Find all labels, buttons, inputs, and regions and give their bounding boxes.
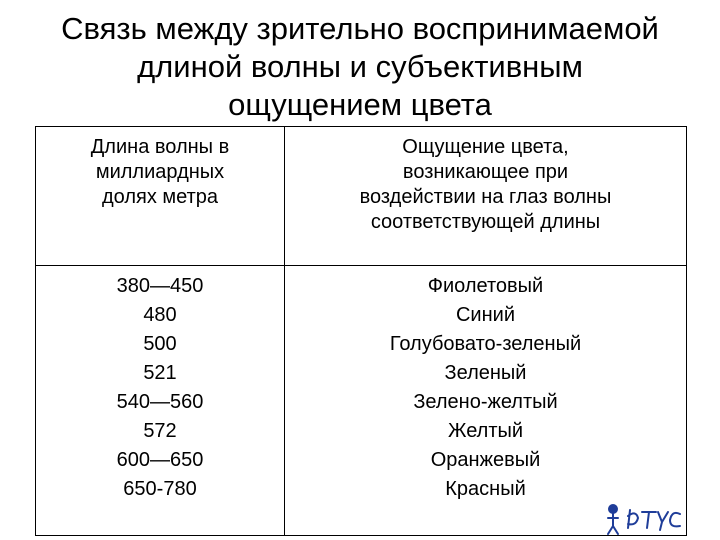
table-header-row bbox=[36, 127, 687, 266]
header-text: Длина волны в bbox=[90, 136, 230, 158]
color-name: Оранжевый bbox=[430, 449, 541, 471]
color-name: Желтый bbox=[447, 420, 524, 442]
wavelength-value: 540—560 bbox=[116, 391, 204, 413]
wavelength-cell bbox=[36, 266, 285, 536]
university-logo-icon bbox=[604, 500, 684, 536]
wavelength-value: 572 bbox=[143, 420, 177, 442]
wavelength-color-table bbox=[35, 126, 687, 536]
page-title bbox=[30, 10, 690, 124]
header-text: долях метра bbox=[101, 186, 219, 208]
color-name: Зеленый bbox=[444, 362, 527, 384]
table-row bbox=[36, 266, 687, 536]
color-name: Фиолетовый bbox=[427, 275, 544, 297]
title-line: Связь между зрительно воспринимаемой bbox=[61, 11, 659, 46]
header-text: Ощущение цвета, bbox=[402, 136, 569, 158]
wavelength-value: 500 bbox=[143, 333, 177, 355]
header-text: соответствующей длины bbox=[370, 211, 601, 233]
header-text: воздействии на глаз волны bbox=[359, 186, 612, 208]
wavelength-value: 650-780 bbox=[123, 478, 197, 500]
wavelength-value: 521 bbox=[143, 362, 177, 384]
title-line: ощущением цвета bbox=[228, 87, 492, 122]
color-name: Зелено-желтый bbox=[413, 391, 558, 413]
header-color-sensation bbox=[285, 127, 687, 266]
color-name: Голубовато-зеленый bbox=[389, 333, 582, 355]
color-name: Синий bbox=[455, 304, 515, 326]
title-line: длиной волны и субъективным bbox=[137, 49, 583, 84]
color-name: Красный bbox=[445, 478, 526, 500]
color-cell bbox=[285, 266, 687, 536]
header-text: возникающее при bbox=[402, 161, 569, 183]
header-wavelength bbox=[36, 127, 285, 266]
header-text: миллиардных bbox=[95, 161, 225, 183]
wavelength-value: 480 bbox=[143, 304, 177, 326]
wavelength-value: 600—650 bbox=[116, 449, 204, 471]
wavelength-value: 380—450 bbox=[116, 275, 204, 297]
